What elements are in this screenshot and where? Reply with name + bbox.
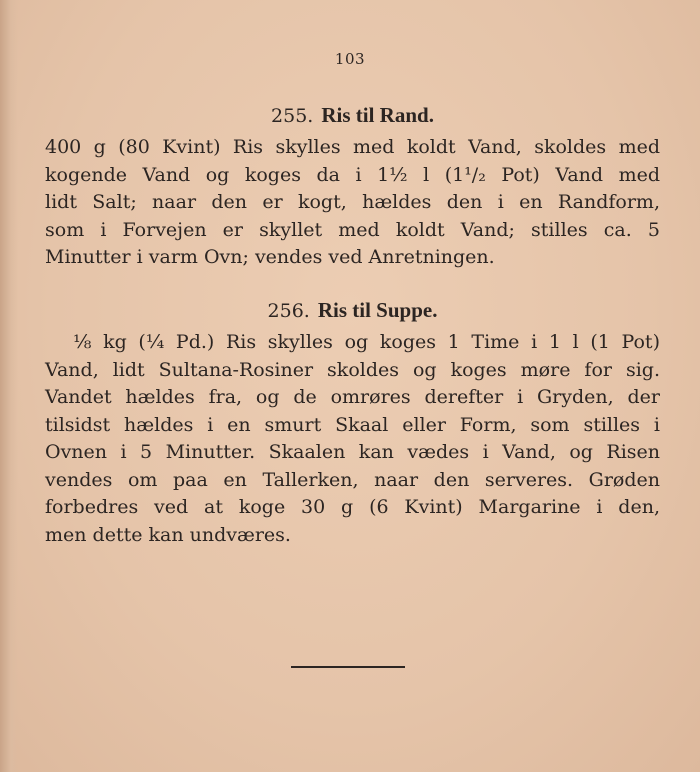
- text-line: Vand, lidt Sultana-Rosiner skoldes og koges møre for sig.: [45, 358, 660, 381]
- text-line: Ovnen i 5 Minutter. Skaalen kan vædes i Vand, og Risen: [45, 441, 660, 463]
- text-line: vendes om paa en Tallerken, naar den serveres. Grøden: [45, 468, 660, 491]
- text-line: ⅛ kg (¼ Pd.) Ris skylles og koges 1 Time i 1 l (1 Pot): [73, 331, 660, 353]
- recipe-title: Ris til Rand.: [321, 103, 434, 127]
- section-divider-rule: [291, 666, 405, 668]
- recipe-number: 255.: [271, 105, 314, 127]
- page-edge-shadow: [0, 0, 18, 772]
- text-line: 400 g (80 Kvint) Ris skylles med koldt Vand, skoldes med: [45, 136, 660, 158]
- text-line: lidt Salt; naar den er kogt, hældes den i en Randform,: [45, 191, 660, 213]
- text-line: kogende Vand og koges da i 1½ l (1¹/₂ Pot) Vand med: [45, 163, 660, 186]
- recipe-heading: [45, 103, 660, 128]
- text-line: Minutter i varm Ovn; vendes ved Anretningen.: [45, 246, 495, 268]
- recipe-255: [45, 103, 660, 272]
- recipe-title: Ris til Suppe.: [317, 298, 438, 322]
- text-line: Vandet hældes fra, og de omrøres derefter i Gryden, der: [45, 386, 660, 408]
- recipe-256: [45, 298, 660, 549]
- recipe-number: 256.: [267, 300, 310, 322]
- text-line: forbedres ved at koge 30 g (6 Kvint) Margarine i den,: [45, 496, 660, 518]
- text-line: tilsidst hældes i en smurt Skaal eller Form, som stilles i: [45, 413, 660, 436]
- text-line: men dette kan undværes.: [45, 523, 291, 546]
- page-number: 103: [334, 50, 366, 68]
- text-line: som i Forvejen er skyllet med koldt Vand; stilles ca. 5: [45, 218, 660, 241]
- recipe-heading: [45, 298, 660, 323]
